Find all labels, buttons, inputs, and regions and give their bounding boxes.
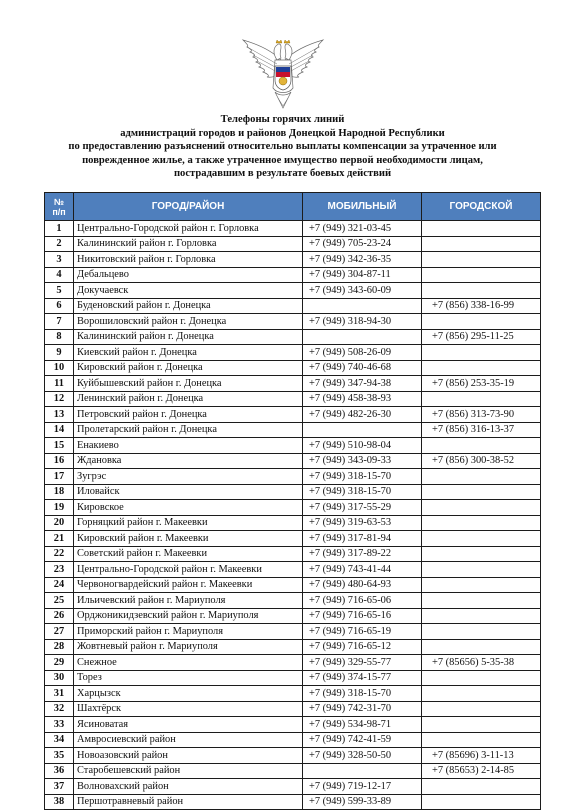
heading-line-4: поврежденное жилье, а также утраченное имущество первой необходимости лицам, (82, 154, 483, 166)
row-city: Харцызск (74, 686, 303, 702)
row-mobile (303, 422, 422, 438)
table-row (45, 562, 541, 578)
row-landline (422, 717, 541, 733)
table-row (45, 639, 541, 655)
table-row (45, 779, 541, 795)
row-number: 38 (45, 794, 74, 810)
table-row (45, 701, 541, 717)
row-city: Калининский район г. Горловка (74, 236, 303, 252)
row-landline (422, 236, 541, 252)
row-city: Снежное (74, 655, 303, 671)
table-row (45, 686, 541, 702)
row-city: Никитовский район г. Горловка (74, 252, 303, 268)
table-row (45, 314, 541, 330)
row-mobile: +7 (949) 742-41-59 (303, 732, 422, 748)
row-mobile: +7 (949) 599-33-89 (303, 794, 422, 810)
table-row (45, 360, 541, 376)
row-landline (422, 546, 541, 562)
row-city: Новоазовский район (74, 748, 303, 764)
row-city: Кировское (74, 500, 303, 516)
row-landline: +7 (856) 300-38-52 (422, 453, 541, 469)
row-number: 31 (45, 686, 74, 702)
table-row (45, 655, 541, 671)
table-row (45, 732, 541, 748)
row-landline (422, 577, 541, 593)
row-mobile: +7 (949) 480-64-93 (303, 577, 422, 593)
heading-line-3: по предоставлению разъяснений относительно выплаты компенсации за утраченное или (68, 141, 497, 153)
table-row (45, 624, 541, 640)
col-number-header (45, 193, 74, 221)
row-mobile: +7 (949) 716-65-12 (303, 639, 422, 655)
table-row (45, 283, 541, 299)
row-city: Центрально-Городской район г. Макеевки (74, 562, 303, 578)
row-city: Червоногвардейский район г. Макеевки (74, 577, 303, 593)
table-row (45, 453, 541, 469)
table-row (45, 794, 541, 810)
row-number: 16 (45, 453, 74, 469)
row-number: 23 (45, 562, 74, 578)
row-mobile: +7 (949) 318-15-70 (303, 484, 422, 500)
row-landline (422, 562, 541, 578)
row-city: Ворошиловский район г. Донецка (74, 314, 303, 330)
row-city: Дебальцево (74, 267, 303, 283)
hotline-table (44, 192, 541, 810)
col-city-header: ГОРОД/РАЙОН (74, 193, 303, 221)
row-city: Орджоникидзевский район г. Мариуполя (74, 608, 303, 624)
row-landline (422, 438, 541, 454)
row-landline (422, 484, 541, 500)
document-heading (20, 113, 545, 181)
row-landline (422, 624, 541, 640)
row-landline (422, 500, 541, 516)
row-mobile: +7 (949) 716-65-06 (303, 593, 422, 609)
row-landline (422, 391, 541, 407)
table-row (45, 500, 541, 516)
table-row (45, 407, 541, 423)
row-city: Киевский район г. Донецка (74, 345, 303, 361)
row-city: Центрально-Городской район г. Горловка (74, 221, 303, 237)
row-landline (422, 732, 541, 748)
table-row (45, 546, 541, 562)
row-mobile: +7 (949) 742-31-70 (303, 701, 422, 717)
row-landline: +7 (856) 313-73-90 (422, 407, 541, 423)
row-number: 10 (45, 360, 74, 376)
row-city: Кировский район г. Макеевки (74, 531, 303, 547)
heading-line-1: Телефоны горячих линий (220, 114, 345, 125)
row-mobile: +7 (949) 317-55-29 (303, 500, 422, 516)
table-row (45, 763, 541, 779)
row-number: 15 (45, 438, 74, 454)
row-number: 25 (45, 593, 74, 609)
row-landline: +7 (85653) 2-14-85 (422, 763, 541, 779)
row-landline (422, 686, 541, 702)
row-mobile: +7 (949) 743-41-44 (303, 562, 422, 578)
row-city: Ждановка (74, 453, 303, 469)
row-number: 9 (45, 345, 74, 361)
row-number: 36 (45, 763, 74, 779)
row-city: Амвросиевский район (74, 732, 303, 748)
row-number: 21 (45, 531, 74, 547)
double-headed-eagle-emblem-icon (237, 30, 329, 112)
table-row (45, 298, 541, 314)
row-city: Першотравневый район (74, 794, 303, 810)
row-mobile: +7 (949) 508-26-09 (303, 345, 422, 361)
row-number: 5 (45, 283, 74, 299)
row-landline (422, 670, 541, 686)
heading-line-5: пострадавшим в результате боевых действий (173, 168, 392, 180)
row-landline (422, 283, 541, 299)
table-row (45, 748, 541, 764)
table-row (45, 469, 541, 485)
row-number: 30 (45, 670, 74, 686)
row-city: Жовтневый район г. Мариуполя (74, 639, 303, 655)
row-number: 4 (45, 267, 74, 283)
row-number: 1 (45, 221, 74, 237)
row-mobile: +7 (949) 328-50-50 (303, 748, 422, 764)
row-landline (422, 314, 541, 330)
row-landline (422, 779, 541, 795)
row-city: Старобешевский район (74, 763, 303, 779)
row-city: Приморский район г. Мариуполя (74, 624, 303, 640)
table-header-row (45, 193, 541, 221)
table-row (45, 329, 541, 345)
row-city: Калининский район г. Донецка (74, 329, 303, 345)
table-row (45, 593, 541, 609)
row-number: 19 (45, 500, 74, 516)
row-city: Енакиево (74, 438, 303, 454)
table-row (45, 484, 541, 500)
table-row (45, 267, 541, 283)
row-landline (422, 701, 541, 717)
row-number: 6 (45, 298, 74, 314)
row-number: 18 (45, 484, 74, 500)
row-mobile (303, 329, 422, 345)
col-number-header-line1: № (53, 196, 65, 207)
col-number-header-line2: п/п (52, 206, 66, 217)
row-mobile (303, 763, 422, 779)
row-landline (422, 360, 541, 376)
table-row (45, 345, 541, 361)
row-city: Ленинский район г. Донецка (74, 391, 303, 407)
row-number: 20 (45, 515, 74, 531)
table-row (45, 391, 541, 407)
row-city: Зугрэс (74, 469, 303, 485)
row-landline (422, 469, 541, 485)
row-city: Куйбышевский район г. Донецка (74, 376, 303, 392)
row-number: 35 (45, 748, 74, 764)
row-mobile: +7 (949) 329-55-77 (303, 655, 422, 671)
row-number: 14 (45, 422, 74, 438)
row-number: 3 (45, 252, 74, 268)
row-mobile: +7 (949) 343-60-09 (303, 283, 422, 299)
row-city: Ясиноватая (74, 717, 303, 733)
table-row (45, 438, 541, 454)
table-row (45, 376, 541, 392)
row-number: 34 (45, 732, 74, 748)
row-number: 33 (45, 717, 74, 733)
row-landline (422, 593, 541, 609)
row-landline (422, 267, 541, 283)
row-number: 27 (45, 624, 74, 640)
row-mobile: +7 (949) 719-12-17 (303, 779, 422, 795)
table-row (45, 221, 541, 237)
table-row (45, 670, 541, 686)
row-landline: +7 (856) 253-35-19 (422, 376, 541, 392)
row-landline (422, 531, 541, 547)
row-mobile: +7 (949) 318-15-70 (303, 686, 422, 702)
row-number: 12 (45, 391, 74, 407)
row-landline: +7 (85696) 3-11-13 (422, 748, 541, 764)
row-mobile: +7 (949) 317-89-22 (303, 546, 422, 562)
row-mobile: +7 (949) 740-46-68 (303, 360, 422, 376)
row-number: 13 (45, 407, 74, 423)
row-number: 28 (45, 639, 74, 655)
row-city: Советский район г. Макеевки (74, 546, 303, 562)
row-number: 17 (45, 469, 74, 485)
table-row (45, 577, 541, 593)
row-landline: +7 (856) 295-11-25 (422, 329, 541, 345)
row-number: 26 (45, 608, 74, 624)
row-landline (422, 639, 541, 655)
row-number: 22 (45, 546, 74, 562)
row-mobile: +7 (949) 458-38-93 (303, 391, 422, 407)
row-landline: +7 (856) 338-16-99 (422, 298, 541, 314)
row-mobile: +7 (949) 319-63-53 (303, 515, 422, 531)
col-mobile-header: МОБИЛЬНЫЙ (303, 193, 422, 221)
row-number: 29 (45, 655, 74, 671)
col-landline-header: ГОРОДСКОЙ (422, 193, 541, 221)
row-mobile (303, 298, 422, 314)
row-city: Горняцкий район г. Макеевки (74, 515, 303, 531)
row-mobile: +7 (949) 321-03-45 (303, 221, 422, 237)
row-city: Пролетарский район г. Донецка (74, 422, 303, 438)
row-mobile: +7 (949) 534-98-71 (303, 717, 422, 733)
row-mobile: +7 (949) 318-15-70 (303, 469, 422, 485)
row-number: 32 (45, 701, 74, 717)
row-number: 2 (45, 236, 74, 252)
table-row (45, 515, 541, 531)
row-mobile: +7 (949) 705-23-24 (303, 236, 422, 252)
row-number: 24 (45, 577, 74, 593)
row-landline (422, 515, 541, 531)
row-mobile: +7 (949) 374-15-77 (303, 670, 422, 686)
row-landline (422, 221, 541, 237)
row-landline (422, 252, 541, 268)
row-city: Шахтёрск (74, 701, 303, 717)
row-city: Ильичевский район г. Мариуполя (74, 593, 303, 609)
row-city: Буденовский район г. Донецка (74, 298, 303, 314)
row-city: Волновахский район (74, 779, 303, 795)
row-mobile: +7 (949) 317-81-94 (303, 531, 422, 547)
row-mobile: +7 (949) 482-26-30 (303, 407, 422, 423)
row-mobile: +7 (949) 716-65-19 (303, 624, 422, 640)
row-mobile: +7 (949) 510-98-04 (303, 438, 422, 454)
row-mobile: +7 (949) 716-65-16 (303, 608, 422, 624)
row-number: 11 (45, 376, 74, 392)
table-row (45, 422, 541, 438)
row-number: 7 (45, 314, 74, 330)
row-city: Докучаевск (74, 283, 303, 299)
table-row (45, 531, 541, 547)
row-mobile: +7 (949) 318-94-30 (303, 314, 422, 330)
row-landline: +7 (856) 316-13-37 (422, 422, 541, 438)
table-row (45, 236, 541, 252)
row-mobile: +7 (949) 342-36-35 (303, 252, 422, 268)
row-city: Иловайск (74, 484, 303, 500)
row-number: 37 (45, 779, 74, 795)
row-landline (422, 608, 541, 624)
row-mobile: +7 (949) 347-94-38 (303, 376, 422, 392)
row-number: 8 (45, 329, 74, 345)
row-landline (422, 794, 541, 810)
row-city: Петровский район г. Донецка (74, 407, 303, 423)
row-city: Кировский район г. Донецка (74, 360, 303, 376)
row-landline (422, 345, 541, 361)
heading-line-2: администраций городов и районов Донецкой Народной Республики (120, 127, 445, 139)
table-row (45, 608, 541, 624)
table-row (45, 252, 541, 268)
row-mobile: +7 (949) 343-09-33 (303, 453, 422, 469)
table-row (45, 717, 541, 733)
row-mobile: +7 (949) 304-87-11 (303, 267, 422, 283)
row-city: Торез (74, 670, 303, 686)
row-landline: +7 (85656) 5-35-38 (422, 655, 541, 671)
